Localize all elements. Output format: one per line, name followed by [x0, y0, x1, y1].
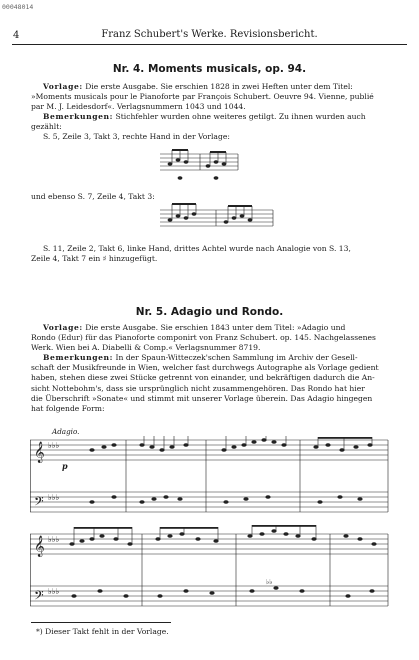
svg-text:♭♭: ♭♭: [266, 578, 273, 586]
svg-text:♭♭♭: ♭♭♭: [48, 441, 60, 450]
page-number: 4: [13, 30, 20, 41]
section4-heading: Nr. 4. Moments musicals, op. 94.: [112, 63, 307, 75]
vorlage-text-1: Die erste Ausgabe. Sie erschien 1843 unter dem Titel: »Adagio und: [85, 323, 346, 332]
note-line-2: Zeile 4, Takt 7 ein ♯ hinzugefügt.: [31, 254, 158, 264]
vorlage-label: Vorlage:: [43, 82, 83, 91]
vorlage-text-3: par M. J. Leidesdorf«. Verlagsnummern 1043 und 1044.: [31, 102, 246, 112]
vorlage-text-2: Rondo (Edur) für das Pianoforte componirt von Franz Schubert. op. 145. Nachgelassenes: [31, 333, 376, 343]
score-system-1: [30, 436, 390, 522]
bemerkungen-label: Bemerkungen:: [43, 353, 114, 363]
svg-text:𝄢: 𝄢: [34, 588, 44, 606]
section4-vorlage: [31, 82, 387, 143]
vorlage-label: Vorlage:: [43, 323, 83, 332]
bemerkungen-label: Bemerkungen:: [43, 112, 114, 122]
bemerkungen-text-1: Stichfehler wurden ohne weiteres getilgt. Zu ihnen wurden auch: [115, 112, 366, 122]
vorlage-text-1: Die erste Ausgabe. Sie erschien 1828 in zwei Heften unter dem Titel:: [85, 82, 353, 91]
running-head: Franz Schubert's Werke. Revisionsbericht.: [101, 29, 318, 40]
vorlage-text-3: Werk. Wien bei A. Diabelli & Comp.« Verlagsnummer 8719.: [31, 343, 261, 353]
example2-label: und ebenso S. 7, Zeile 4, Takt 3:: [31, 192, 155, 201]
svg-text:♭♭♭: ♭♭♭: [48, 535, 60, 544]
bemerkungen-text-3: haben, stehen diese zwei Stücke getrennt von einander, und bekräftigen dadurch die An-: [31, 373, 375, 383]
bemerkungen-text-2: gezählt:: [31, 122, 62, 132]
svg-text:𝄢: 𝄢: [34, 494, 44, 512]
note-line-1: S. 11, Zeile 2, Takt 6, linke Hand, drittes Achtel wurde nach Analogie von S. 13,: [43, 244, 351, 253]
example1-label: S. 5, Zeile 3, Takt 3, rechte Hand in der Vorlage:: [43, 132, 230, 142]
bemerkungen-text-4: sicht Nottebohm's, dass sie ursprünglich nicht zusammengehören. Das Rondo hat hier: [31, 383, 365, 393]
svg-text:𝄞: 𝄞: [34, 536, 45, 557]
section5-body: [31, 323, 387, 414]
svg-text:𝄞: 𝄞: [34, 442, 45, 463]
bemerkungen-text-2: schaft der Musikfreunde in Wien, welcher fast durchwegs Autographe als Vorlage gedient: [31, 363, 379, 373]
dynamic-marking: p: [62, 461, 68, 471]
vorlage-text-2: »Moments musicals pour le Pianoforte par François Schubert. Oeuvre 94. Vienne, publié: [31, 92, 374, 102]
score-system-2: [30, 524, 390, 616]
music-example-2: [160, 200, 275, 234]
footnote-rule: [31, 622, 171, 623]
header-rule: [12, 44, 407, 45]
bemerkungen-text-1: In der Spaun-Witteczek'schen Sammlung im Archiv der Gesell-: [115, 353, 358, 363]
section5-heading: Nr. 5. Adagio und Rondo.: [135, 306, 284, 318]
tempo-marking: Adagio.: [52, 427, 80, 436]
music-example-1: [160, 148, 240, 188]
bemerkungen-text-6: hat folgende Form:: [31, 403, 105, 413]
svg-text:♭♭♭: ♭♭♭: [48, 587, 60, 596]
bemerkungen-text-5: die Überschrift »Sonate« und stimmt mit unserer Vorlage überein. Das Adagio hingegen: [31, 393, 373, 403]
footnote: *) Dieser Takt fehlt in der Vorlage.: [36, 627, 169, 636]
svg-text:♭♭♭: ♭♭♭: [48, 493, 60, 502]
section4-note: [31, 244, 387, 264]
archive-stamp: 00048014: [2, 3, 34, 11]
